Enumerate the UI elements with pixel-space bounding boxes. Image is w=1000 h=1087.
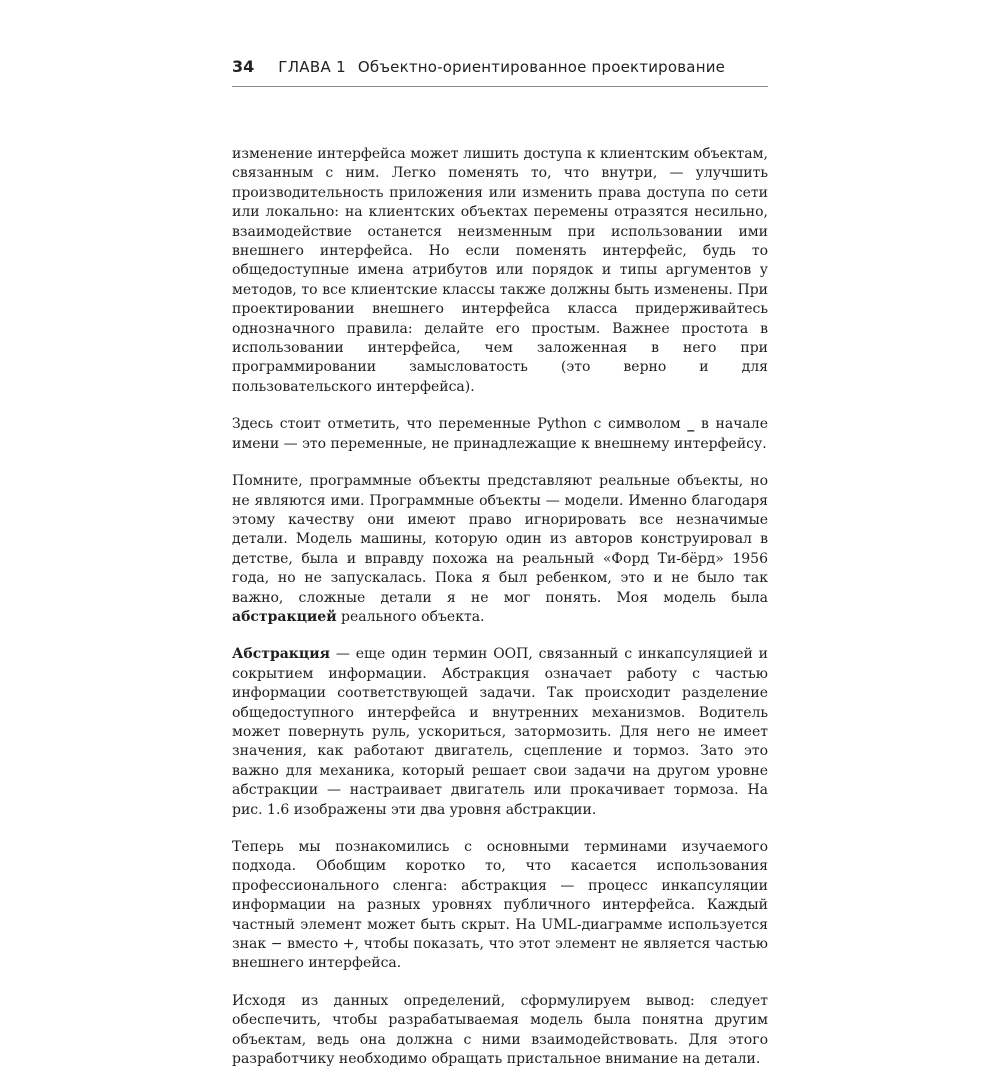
paragraph-abstraction-definition bbox=[232, 645, 768, 820]
paragraph-terminology-summary: Теперь мы познакомились с основными терминами изучаемого подхода. Обобщим коротко то, что касается использования профессионального сленга: абстракция — процесс инкапсуляции информации на разных уровнях публичного интерфейса. Каждый частный элемент может быть скрыт. На UML-диаграмме используется знак − вместо +, чтобы показать, что этот элемент не является частью внешнего интерфейса. bbox=[232, 839, 768, 972]
paragraph-python-underscore bbox=[232, 415, 768, 454]
body-text bbox=[232, 145, 768, 1069]
paragraph-conclusion: Исходя из данных определений, сформулируем вывод: следует обеспечить, чтобы разрабатываемая модель была понятна другим объектам, ведь она должна с ними взаимодействовать. Для этого разработчику необходимо обращать пристальное внимание на детали. bbox=[232, 992, 768, 1068]
running-header bbox=[232, 56, 768, 87]
book-page bbox=[232, 56, 768, 1087]
paragraph-text: — еще один термин ООП, связанный с инкапсуляцией и сокрытием информации. Абстракция означает работу с частью информации соответствующей задачи. Так происходит разделение общедоступного интерфейса и внутренних механизмов. Водитель может повернуть руль, ускориться, затормозить. Для него не имеет значения, как работают двигатель, сцепление и тормоз. Зато это важно для механика, который решает свои задачи на другом уровне абстракции — настраивает двигатель или прокачивает тормоза. На рис. 1.6 изображены эти два уровня абстракции. bbox=[232, 646, 768, 818]
paragraph-models bbox=[232, 472, 768, 627]
paragraph-text: в начале имени — это переменные, не принадлежащие к внешнему интерфейсу. bbox=[232, 416, 768, 452]
page-number: 34 bbox=[232, 57, 255, 76]
paragraph-text: Помните, программные объекты представляют реальные объекты, но не являются ими. Программные объекты — модели. Именно благодаря этому качеству они имеют право игнорировать все незначимые детали. Модель машины, которую один из авторов конструировал в детстве, была и вправду похожа на реальный «Форд Ти-бёрд» 1956 года, но не запускалась. Пока я был ребенком, это и не было так важно, сложные детали я не мог понять. Моя модель была bbox=[232, 473, 768, 606]
paragraph-text: Здесь стоит отметить, что переменные Python с символом bbox=[232, 416, 688, 433]
bold-term-abstraction-heading: Абстракция bbox=[232, 646, 330, 663]
underscore-symbol: _ bbox=[687, 416, 695, 433]
bold-term-abstraction: абстракцией bbox=[232, 608, 337, 625]
paragraph-interface-change: изменение интерфейса может лишить доступа к клиентским объектам, связанным с ним. Легко поменять то, что внутри, — улучшить производительность приложения или изменить права доступа по сети или локально: на клиентских объектах перемены отразятся несильно, взаимодействие останется неизменным при использовании ими внешнего интерфейса. Но если поменять интерфейс, будь то общедоступные имена атрибутов или порядок и типы аргументов у методов, то все клиентские классы также должны быть изменены. При проектировании внешнего интерфейса класса придерживайтесь однозначного правила: делайте его простым. Важнее простота в использовании интерфейса, чем заложенная в него при программировании замысловатость (это верно и для пользовательского интерфейса). bbox=[232, 146, 768, 395]
chapter-title: Объектно-ориентированное проектирование bbox=[357, 58, 726, 76]
chapter-label: ГЛАВА 1 bbox=[278, 58, 346, 76]
paragraph-text: реального объекта. bbox=[336, 608, 485, 625]
